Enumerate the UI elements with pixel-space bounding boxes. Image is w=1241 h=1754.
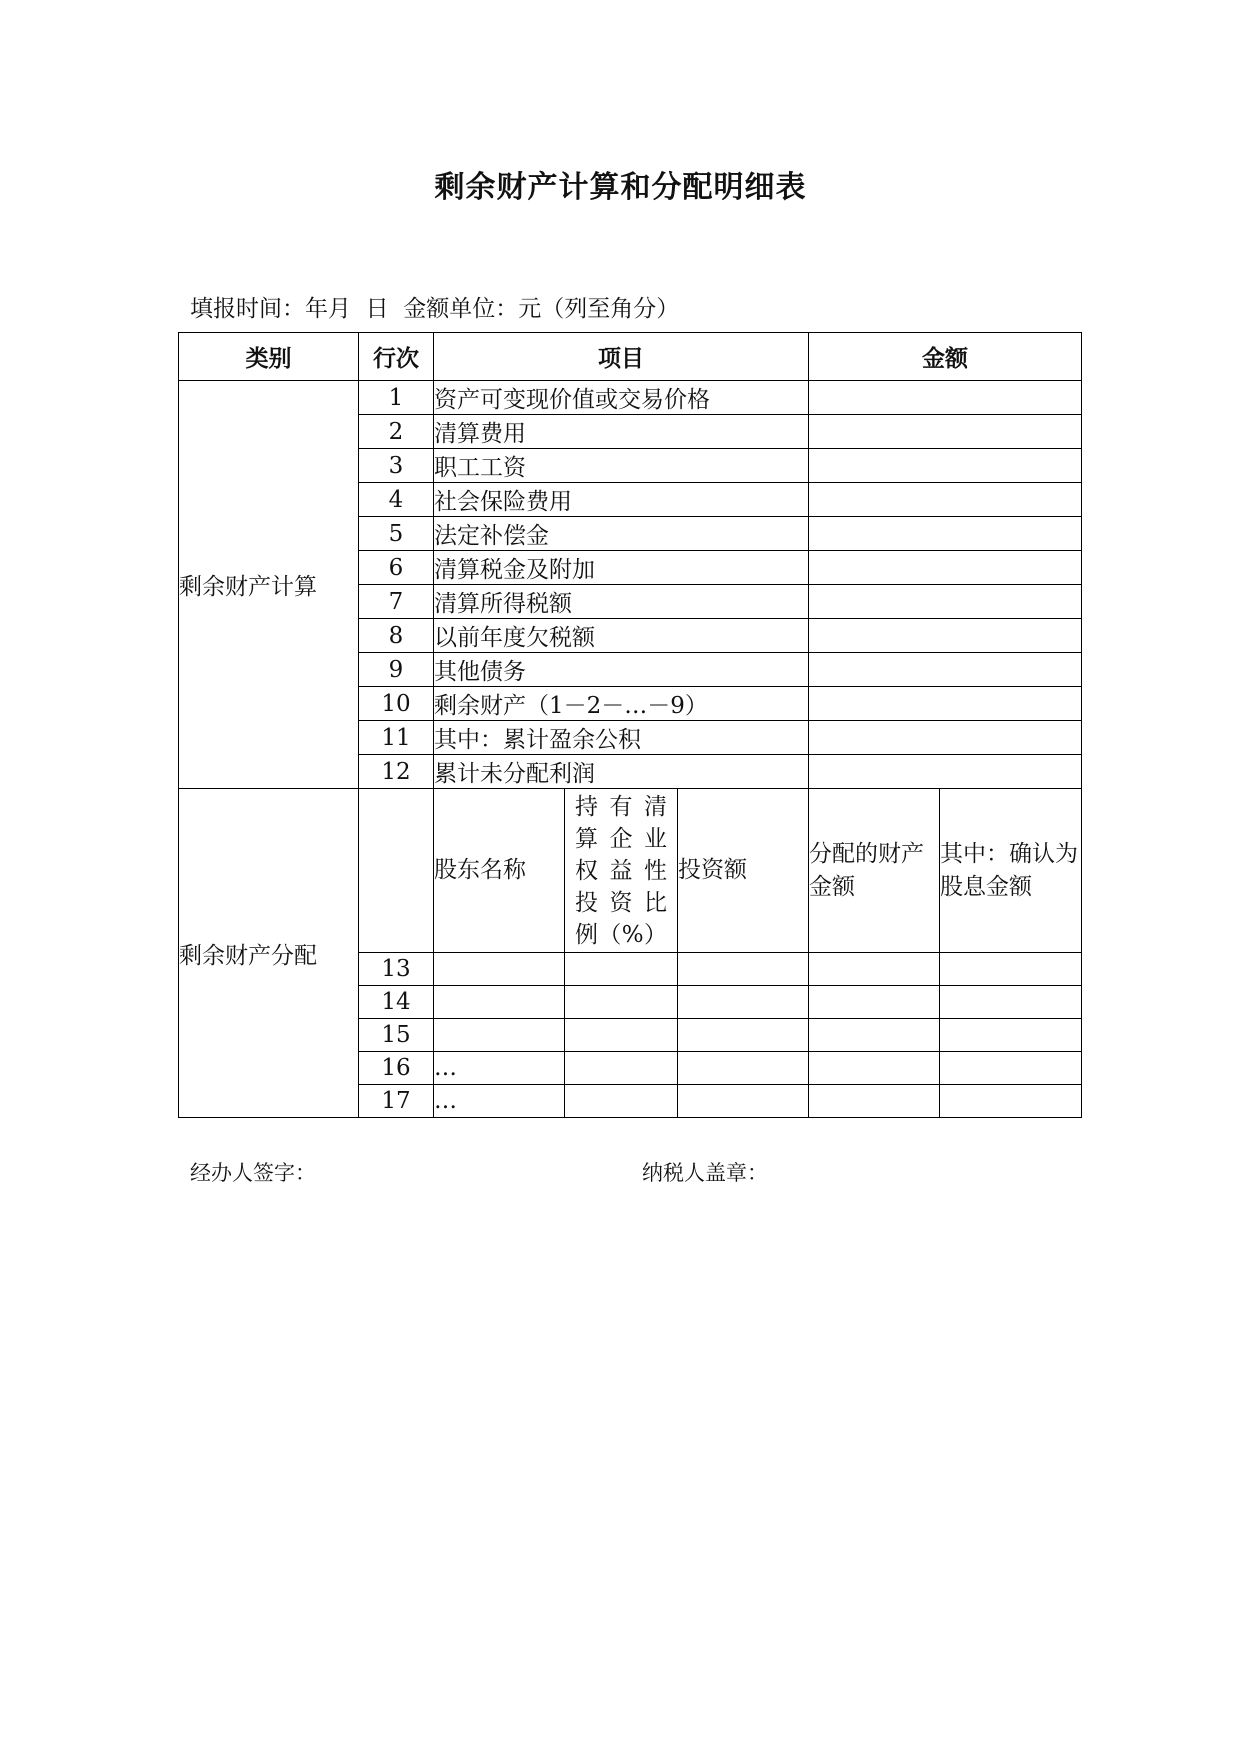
ratio-cell[interactable]: [565, 1085, 678, 1118]
header-ratio-line: 投资比: [575, 889, 667, 916]
header-ratio-line: 持有清: [575, 793, 667, 820]
header-category: 类别: [179, 333, 359, 381]
row-no: 4: [359, 483, 434, 517]
header-ratio: [565, 789, 678, 953]
fill-info: 填报时间：年月 日 金额单位：元（列至角分）: [190, 296, 680, 322]
row-item: 法定补偿金: [434, 517, 809, 551]
row-item: 累计未分配利润: [434, 755, 809, 789]
row-item: 清算费用: [434, 415, 809, 449]
row-no: 16: [359, 1052, 434, 1085]
page-title: 剩余财产计算和分配明细表: [434, 170, 807, 205]
row-no: 1: [359, 381, 434, 415]
dividend-cell[interactable]: [940, 1052, 1082, 1085]
row-item: 清算税金及附加: [434, 551, 809, 585]
header-shareholder: 股东名称: [434, 789, 565, 953]
amount-cell[interactable]: [809, 449, 1082, 483]
header-item: 项目: [434, 333, 809, 381]
header-ratio-line: 算企业: [575, 825, 667, 852]
amount-cell[interactable]: [809, 517, 1082, 551]
header-row-no: 行次: [359, 333, 434, 381]
row-item: 其中：累计盈余公积: [434, 721, 809, 755]
category-calculation: 剩余财产计算: [179, 381, 359, 789]
amount-cell[interactable]: [809, 551, 1082, 585]
taxpayer-seal-label: 纳税人盖章：: [642, 1161, 768, 1185]
ratio-cell[interactable]: [565, 1019, 678, 1052]
header-ratio-line: 权益性: [575, 857, 667, 884]
row-item: 清算所得税额: [434, 585, 809, 619]
shareholder-cell[interactable]: …: [434, 1085, 565, 1118]
row-no: 15: [359, 1019, 434, 1052]
amount-cell[interactable]: [809, 755, 1082, 789]
row-no: 2: [359, 415, 434, 449]
row-no: 9: [359, 653, 434, 687]
amount-cell[interactable]: [809, 415, 1082, 449]
row-item: 剩余财产（1－2－…－9）: [434, 687, 809, 721]
investment-cell[interactable]: [678, 1019, 809, 1052]
amount-cell[interactable]: [809, 585, 1082, 619]
distribution-header-row: [179, 789, 1082, 953]
row-no-blank: [359, 789, 434, 953]
distributed-cell[interactable]: [809, 1019, 940, 1052]
amount-cell[interactable]: [809, 721, 1082, 755]
shareholder-cell[interactable]: [434, 953, 565, 986]
row-no: 7: [359, 585, 434, 619]
row-no: 14: [359, 986, 434, 1019]
distributed-cell[interactable]: [809, 953, 940, 986]
investment-cell[interactable]: [678, 1052, 809, 1085]
amount-cell[interactable]: [809, 381, 1082, 415]
ratio-cell[interactable]: [565, 1052, 678, 1085]
row-no: 11: [359, 721, 434, 755]
investment-cell[interactable]: [678, 986, 809, 1019]
amount-cell[interactable]: [809, 687, 1082, 721]
row-item: 资产可变现价值或交易价格: [434, 381, 809, 415]
shareholder-cell[interactable]: [434, 1019, 565, 1052]
header-distributed: 分配的财产金额: [809, 789, 940, 953]
row-no: 3: [359, 449, 434, 483]
ratio-cell[interactable]: [565, 953, 678, 986]
row-item: 其他债务: [434, 653, 809, 687]
row-item: 社会保险费用: [434, 483, 809, 517]
header-row: [179, 333, 1082, 381]
shareholder-cell[interactable]: [434, 986, 565, 1019]
amount-cell[interactable]: [809, 619, 1082, 653]
row-no: 8: [359, 619, 434, 653]
table-row: [179, 381, 1082, 415]
row-no: 12: [359, 755, 434, 789]
header-amount: 金额: [809, 333, 1082, 381]
ratio-cell[interactable]: [565, 986, 678, 1019]
distribution-table: [178, 332, 1082, 1118]
dividend-cell[interactable]: [940, 1019, 1082, 1052]
handler-signature-label: 经办人签字：: [190, 1161, 316, 1185]
header-ratio-line: 例（%）: [575, 921, 667, 948]
header-dividend: 其中：确认为股息金额: [940, 789, 1082, 953]
distributed-cell[interactable]: [809, 986, 940, 1019]
dividend-cell[interactable]: [940, 986, 1082, 1019]
row-no: 10: [359, 687, 434, 721]
distributed-cell[interactable]: [809, 1085, 940, 1118]
row-item: 职工工资: [434, 449, 809, 483]
row-item: 以前年度欠税额: [434, 619, 809, 653]
row-no: 17: [359, 1085, 434, 1118]
dividend-cell[interactable]: [940, 953, 1082, 986]
investment-cell[interactable]: [678, 953, 809, 986]
header-investment: 投资额: [678, 789, 809, 953]
investment-cell[interactable]: [678, 1085, 809, 1118]
row-no: 13: [359, 953, 434, 986]
row-no: 6: [359, 551, 434, 585]
amount-cell[interactable]: [809, 483, 1082, 517]
shareholder-cell[interactable]: …: [434, 1052, 565, 1085]
dividend-cell[interactable]: [940, 1085, 1082, 1118]
amount-cell[interactable]: [809, 653, 1082, 687]
category-distribution: 剩余财产分配: [179, 789, 359, 1118]
distributed-cell[interactable]: [809, 1052, 940, 1085]
row-no: 5: [359, 517, 434, 551]
